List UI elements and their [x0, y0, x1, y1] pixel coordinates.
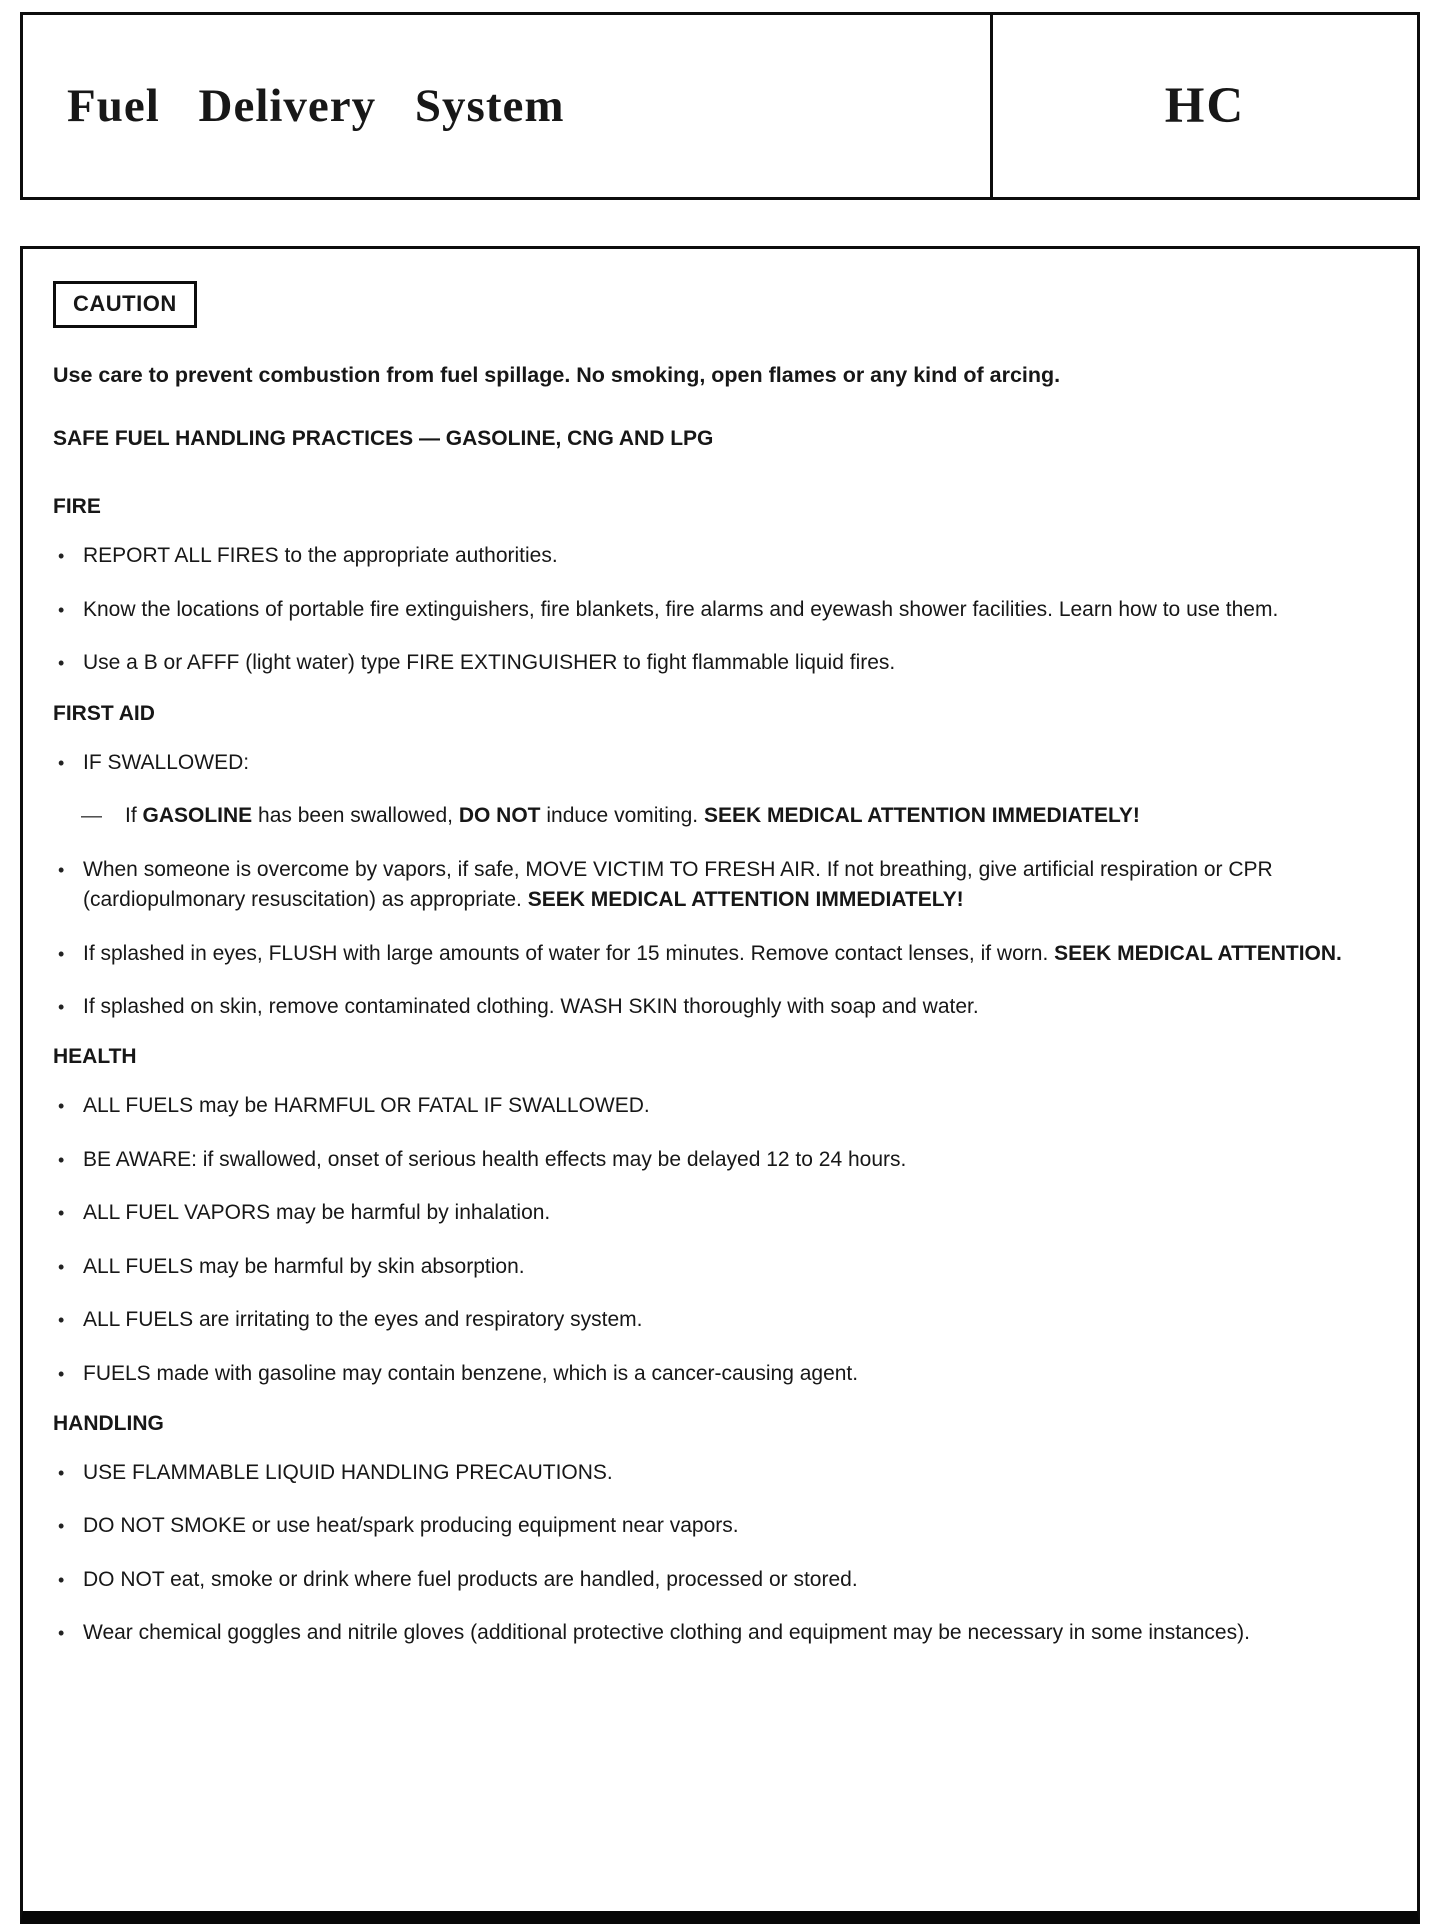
bullet-icon: • [58, 1363, 65, 1384]
bullet-icon: • [58, 653, 65, 674]
list-item-text: ALL FUELS may be harmful by skin absorption. [83, 1254, 525, 1278]
bullet-icon: • [58, 859, 65, 880]
list-item [81, 801, 1381, 831]
list-item-text: Use a B or AFFF (light water) type FIRE EXTINGUISHER to fight flammable liquid fires. [83, 651, 896, 675]
list-item-text: Wear chemical goggles and nitrile gloves (additional protective clothing and equipment may be necessary in some instances). [83, 1621, 1250, 1645]
bullet-icon: • [58, 1203, 65, 1224]
list-item [53, 855, 1381, 916]
list-item [53, 1252, 1381, 1282]
list-item-text: If splashed on skin, remove contaminated clothing. WASH SKIN thoroughly with soap and water. [83, 994, 979, 1018]
page-title: Fuel Delivery System [67, 80, 565, 132]
caution-label: CAUTION [73, 291, 177, 316]
list-item [53, 648, 1381, 678]
list-item-text: When someone is overcome by vapors, if safe, MOVE VICTIM TO FRESH AIR. If not breathing, give artificial respiration or CPR (cardiopulmonary resuscitation) as appropriate. SEEK MEDICAL ATTENTION IMMEDIATELY! [83, 857, 1273, 912]
list-item [53, 939, 1381, 969]
header-title-cell [23, 15, 993, 197]
list-item-text: If GASOLINE has been swallowed, DO NOT induce vomiting. SEEK MEDICAL ATTENTION IMMEDIATELY! [125, 804, 1140, 828]
list-item [53, 541, 1381, 571]
list-item [53, 1145, 1381, 1175]
list-item [53, 992, 1381, 1022]
bullet-icon: • [58, 1623, 65, 1644]
list-item-text: If splashed in eyes, FLUSH with large amounts of water for 15 minutes. Remove contact lenses, if worn. SEEK MEDICAL ATTENTION. [83, 941, 1342, 965]
sections-container [53, 495, 1381, 1648]
list-item [53, 1198, 1381, 1228]
list-item [53, 1618, 1381, 1648]
section-heading: FIRE [53, 495, 101, 519]
bullet-icon: • [58, 1310, 65, 1331]
list-item-text: ALL FUELS are irritating to the eyes and respiratory system. [83, 1308, 643, 1332]
list-item-text: FUELS made with gasoline may contain benzene, which is a cancer-causing agent. [83, 1361, 859, 1385]
list-item-text: DO NOT eat, smoke or drink where fuel products are handled, processed or stored. [83, 1567, 858, 1591]
bullet-icon: • [58, 1096, 65, 1117]
bullet-icon: • [58, 943, 65, 964]
bullet-icon: • [58, 1256, 65, 1277]
bullet-icon: • [58, 546, 65, 567]
list-item [53, 1091, 1381, 1121]
section-code: HC [1164, 78, 1246, 134]
bullet-icon: • [58, 1569, 65, 1590]
section-heading: HEALTH [53, 1045, 137, 1069]
dash-marker: — [81, 804, 102, 828]
list-item-text: USE FLAMMABLE LIQUID HANDLING PRECAUTIONS. [83, 1461, 613, 1485]
list-item-text: Know the locations of portable fire extinguishers, fire blankets, fire alarms and eyewash shower facilities. Learn how to use them. [83, 597, 1279, 621]
list-item-text: ALL FUELS may be HARMFUL OR FATAL IF SWALLOWED. [83, 1094, 650, 1118]
bullet-icon: • [58, 599, 65, 620]
list-item [53, 748, 1381, 778]
list-item [53, 1458, 1381, 1488]
bullet-icon: • [58, 752, 65, 773]
list-item [53, 1511, 1381, 1541]
header-code-cell [993, 15, 1417, 197]
section-heading: HANDLING [53, 1412, 164, 1436]
bullet-icon: • [58, 1463, 65, 1484]
bullet-icon: • [58, 1149, 65, 1170]
list-item [53, 1359, 1381, 1389]
subtitle-text: SAFE FUEL HANDLING PRACTICES — GASOLINE, CNG AND LPG [53, 427, 714, 451]
list-item [53, 1565, 1381, 1595]
list-item-text: REPORT ALL FIRES to the appropriate authorities. [83, 544, 558, 568]
list-item-text: DO NOT SMOKE or use heat/spark producing equipment near vapors. [83, 1514, 739, 1538]
section-heading: FIRST AID [53, 701, 155, 725]
page-header [20, 12, 1420, 200]
caution-panel [20, 246, 1420, 1924]
caution-label-box [53, 281, 197, 328]
bullet-icon: • [58, 996, 65, 1017]
bullet-icon: • [58, 1516, 65, 1537]
list-item-text: ALL FUEL VAPORS may be harmful by inhalation. [83, 1201, 551, 1225]
warning-text: Use care to prevent combustion from fuel spillage. No smoking, open flames or any kind of arcing. [53, 363, 1061, 387]
list-item-text: BE AWARE: if swallowed, onset of serious health effects may be delayed 12 to 24 hours. [83, 1147, 907, 1171]
list-item [53, 595, 1381, 625]
list-item [53, 1305, 1381, 1335]
list-item-text: IF SWALLOWED: [83, 750, 250, 774]
